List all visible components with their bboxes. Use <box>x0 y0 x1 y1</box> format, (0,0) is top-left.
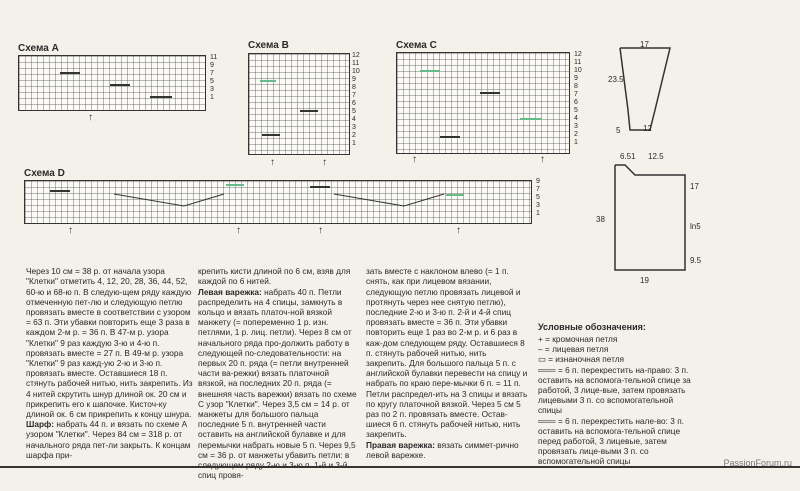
scheme-c-label: Схема С <box>396 40 437 51</box>
scheme-c-row-numbers: 12 11 10 9 8 7 6 5 4 3 2 1 <box>574 51 582 146</box>
watermark: PassionForum.ru <box>723 458 792 468</box>
diagram-bottom-top-right: 12.5 <box>648 152 664 161</box>
instructions-col-3 <box>366 256 528 470</box>
diagram-top-bottom: 12 <box>643 124 652 133</box>
scheme-c-grid <box>396 52 570 154</box>
scheme-c-stitch <box>480 92 500 94</box>
scarf-text: набрать 44 п. и вязать по схеме А узором "Клетки". Через 84 см = 318 р. от начального ряда пет-ли закрыть. К концам шарфа при- <box>26 419 191 460</box>
scheme-a-row-numbers: 11 9 7 5 3 1 <box>210 54 218 101</box>
scheme-c-stitch <box>520 118 542 120</box>
left-mitten-label: Левая варежка: <box>198 286 262 297</box>
diagram-bottom-right-low: 9.5 <box>690 256 702 265</box>
scarf-paragraph <box>26 419 194 460</box>
scheme-c-stitch <box>440 136 460 138</box>
legend-items: + = кромочная петля – = лицевая петля ▭ = изнаночная петля ═══ = 6 п. перекрестить на-право: 3 п. оставить на вспомога-тельной спице за работой, 3 лице-вые, затем провязать лицевыми 3 п. со вспомогательной спицы ═══ = 6 п. перекрестить нале-во: 3 п. оставить на вспомога-тельной спице перед работой, 3 лицевые, затем провязать лице-выми 3 п. со вспомогательной спицы <box>538 334 691 467</box>
legend-title: Условные обозначения: <box>538 322 646 332</box>
scheme-b-stitch <box>262 134 280 136</box>
right-mitten-paragraph <box>366 440 528 460</box>
scheme-b-row-numbers: 12 11 10 9 8 7 6 5 4 3 2 1 <box>352 52 360 147</box>
left-mitten-text: набрать 40 п. Петли распределить на 4 спицы, замкнуть в кольцо и вязать платоч-ной вязкой манжету (= попеременно 1 р. изн. петлями, 1 р. лиц. петли). Через 8 см от начального ряда про-должить работу в следующей по-следовательности: на первых 20 п. ряда (= петли внутренней части ва-режки) вязать платочной вязкой, на последних 20 п. ряда (= внешняя часть варежки) вязать по схеме С узор "Клетки". Через 3,5 см = 14 р. от манжеты для большого пальца последние 5 п. внутренней части оставить на английской булавке и для перемычки набрать новые 5 п. Через 9,5 см = 36 р. от манжеты убавить петли: в спиц провя- <box>198 286 357 481</box>
scheme-c-stitch <box>420 70 440 72</box>
diagram-bottom-bottom: 19 <box>640 276 649 285</box>
scheme-d-curve <box>24 180 530 222</box>
scheme-d-arrow: ↑ <box>68 225 73 236</box>
scheme-d-arrow: ↑ <box>236 225 241 236</box>
diagram-top-height: 23.5 <box>608 75 624 84</box>
scheme-b-label: Схема В <box>248 40 289 51</box>
diagram-bottom-top-left: 6.51 <box>620 152 636 161</box>
scheme-b-stitch <box>260 80 276 82</box>
instructions-col-1 <box>26 256 194 470</box>
diagram-bottom-left-height: 38 <box>596 215 605 224</box>
bottom-rule <box>0 466 800 468</box>
scheme-d-label: Схема D <box>24 168 65 179</box>
scheme-d-row-numbers: 9 7 5 3 1 <box>536 178 540 217</box>
scheme-a-stitch <box>110 84 130 86</box>
instructions-col-2 <box>198 256 358 491</box>
instructions-col-1-text: Через 10 см = 38 р. от начала узора "Клетки" отметить 4, 12, 20, 28, 36, 44, 52, 60-ю и 68-ю п. В следую-щем ряду каждую отмеченную пет-лю и следующую петлю провязать вместе в соответствии с узором = 63 п. Эти убавки повторить еще 3 раза в каждом 2-м р. = 36 п. В 47-м р. узора "Клетки" 9 раз каждую 3-ю и 4-ю п. провязать вместе = 27 п. В 49-м р. узора "Клетки" 9 раз кажд-ую 2-ю и 3-ю п. провязать вместе. Оставшиеся 18 п. стянуть рабочей нитью, нить закрепить. Из 4 нитей скрутить шнур длиной ок. 20 см и прикрепить его к шапочке. Кисточ-ку длиной ок. 6 см прикрепить к концу шнура. <box>26 266 193 420</box>
diagram-bottom-right-mid: ln5 <box>690 222 701 231</box>
scheme-a-stitch <box>150 96 172 98</box>
scheme-a-grid <box>18 55 206 111</box>
scheme-b-arrow: ↑ <box>270 157 275 168</box>
scheme-a-stitch <box>60 72 80 74</box>
right-mitten-label: Правая варежка: <box>366 439 435 450</box>
scheme-b-grid <box>248 53 350 155</box>
pattern-diagram-bottom <box>605 155 715 285</box>
right-mitten-text: вязать симмет-рично левой варежке. <box>366 439 519 460</box>
scheme-c-arrow: ↑ <box>540 154 545 165</box>
instructions-col-3-text: зать вместе с наклоном влево (= 1 п. снять, как при лицевом вязании, следующую петлю провязать лицевой и протянуть через нее снятую петлю), последние 2-ю и 3-ю п. 2-й и 4-й спиц провязать вместе = 36 п. Эти убавки повторить еще 1 раз во 2-м р. и 6 раз в каж-дом следующем ряду. Оставшиеся 8 п. стянуть рабочей нитью, нить закрепить. Для большого пальца 5 п. с английской булавки перевести на спицу и набрать по краю пере-мычки 6 п. = 11 п. Петли распредел-ить на 3 спицы и вязать по кругу платочной вязкой. Через 5 см 5 раз по 2 п. провязать вместе. Остав-шиеся 6 п. стянуть рабочей нитью, нить закрепить. <box>366 266 528 440</box>
diagram-top-width: 17 <box>640 40 649 49</box>
scheme-c-arrow: ↑ <box>412 154 417 165</box>
instructions-col-2-start: крепить кисти длиной по 6 см, взяв для каждой по 6 нитей. <box>198 266 351 287</box>
left-mitten-paragraph <box>198 287 358 481</box>
diagram-top-cuff: 5 <box>616 126 621 135</box>
scarf-label: Шарф: <box>26 419 55 430</box>
diagram-bottom-right-upper: 17 <box>690 182 699 191</box>
scheme-a-arrow: ↑ <box>88 112 93 123</box>
scheme-d-arrow: ↑ <box>456 225 461 236</box>
scheme-d-arrow: ↑ <box>318 225 323 236</box>
scheme-a-label: Схема А <box>18 43 59 54</box>
scheme-b-stitch <box>300 110 318 112</box>
scheme-b-arrow: ↑ <box>322 157 327 168</box>
